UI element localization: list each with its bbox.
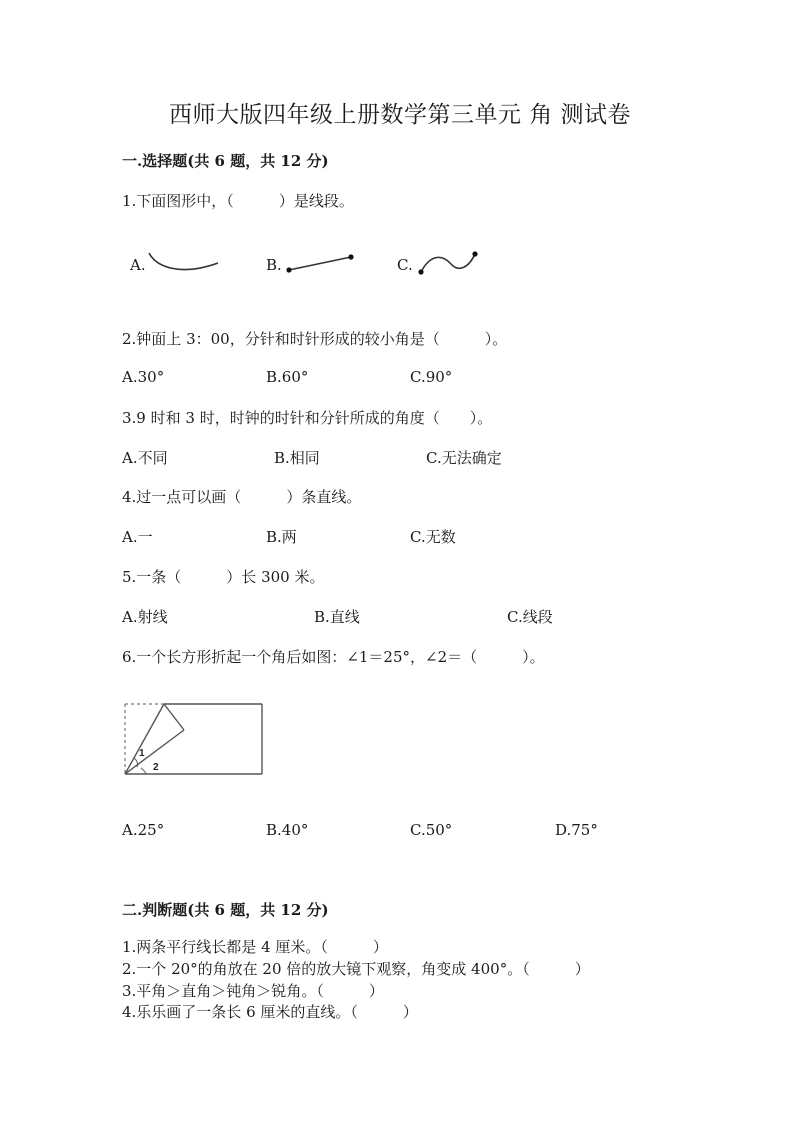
q1-option-a-label: A. [130, 256, 146, 274]
section-heading-choice: 一.选择题(共 6 题，共 12 分) [122, 152, 329, 170]
q2-option-c: C.90° [410, 368, 453, 386]
angle-1-label: 1 [139, 748, 145, 759]
q4-option-b: B.两 [266, 528, 297, 546]
q6-option-d: D.75° [555, 821, 598, 839]
curved-line-figure [147, 250, 222, 275]
q6-option-c: C.50° [410, 821, 453, 839]
line-segment-figure [285, 252, 357, 274]
question-4-stem: 4.过一点可以画（ ）条直线。 [122, 488, 362, 506]
section-heading-judgement: 二.判断题(共 6 题，共 12 分) [122, 901, 329, 919]
q6-option-a: A.25° [122, 821, 165, 839]
page-title: 西师大版四年级上册数学第三单元 角 测试卷 [168, 102, 632, 128]
q2-option-b: B.60° [266, 368, 309, 386]
q2-option-a: A.30° [122, 368, 165, 386]
judgement-item-3: 3.平角＞直角＞钝角＞锐角。（ ） [122, 982, 384, 1000]
judgement-item-4: 4.乐乐画了一条长 6 厘米的直线。（ ） [122, 1003, 418, 1021]
question-5-stem: 5.一条（ ）长 300 米。 [122, 568, 325, 586]
question-1-stem: 1.下面图形中，（ ）是线段。 [122, 192, 354, 210]
q3-option-a: A.不同 [122, 449, 168, 467]
q4-option-a: A.一 [122, 528, 153, 546]
q5-option-b: B.直线 [314, 608, 360, 626]
question-3-stem: 3.9 时和 3 时，时钟的时针和分针所成的角度（ ）。 [122, 409, 493, 427]
judgement-item-1: 1.两条平行线长都是 4 厘米。（ ） [122, 938, 388, 956]
angle-2-label: 2 [153, 762, 159, 773]
q3-option-c: C.无法确定 [426, 449, 502, 467]
q5-option-a: A.射线 [122, 608, 168, 626]
folded-rectangle-figure [120, 700, 266, 778]
question-6-stem: 6.一个长方形折起一个角后如图：∠1＝25°，∠2＝（ ）。 [122, 648, 545, 666]
q5-option-c: C.线段 [507, 608, 553, 626]
q4-option-c: C.无数 [410, 528, 456, 546]
q6-option-b: B.40° [266, 821, 309, 839]
wavy-segment-figure [417, 249, 481, 277]
q1-option-b-label: B. [266, 256, 282, 274]
question-2-stem: 2.钟面上 3：00，分针和时针形成的较小角是（ ）。 [122, 330, 508, 348]
judgement-item-2: 2.一个 20°的角放在 20 倍的放大镜下观察，角变成 400°。（ ） [122, 960, 590, 978]
q1-option-c-label: C. [397, 256, 413, 274]
q3-option-b: B.相同 [274, 449, 320, 467]
